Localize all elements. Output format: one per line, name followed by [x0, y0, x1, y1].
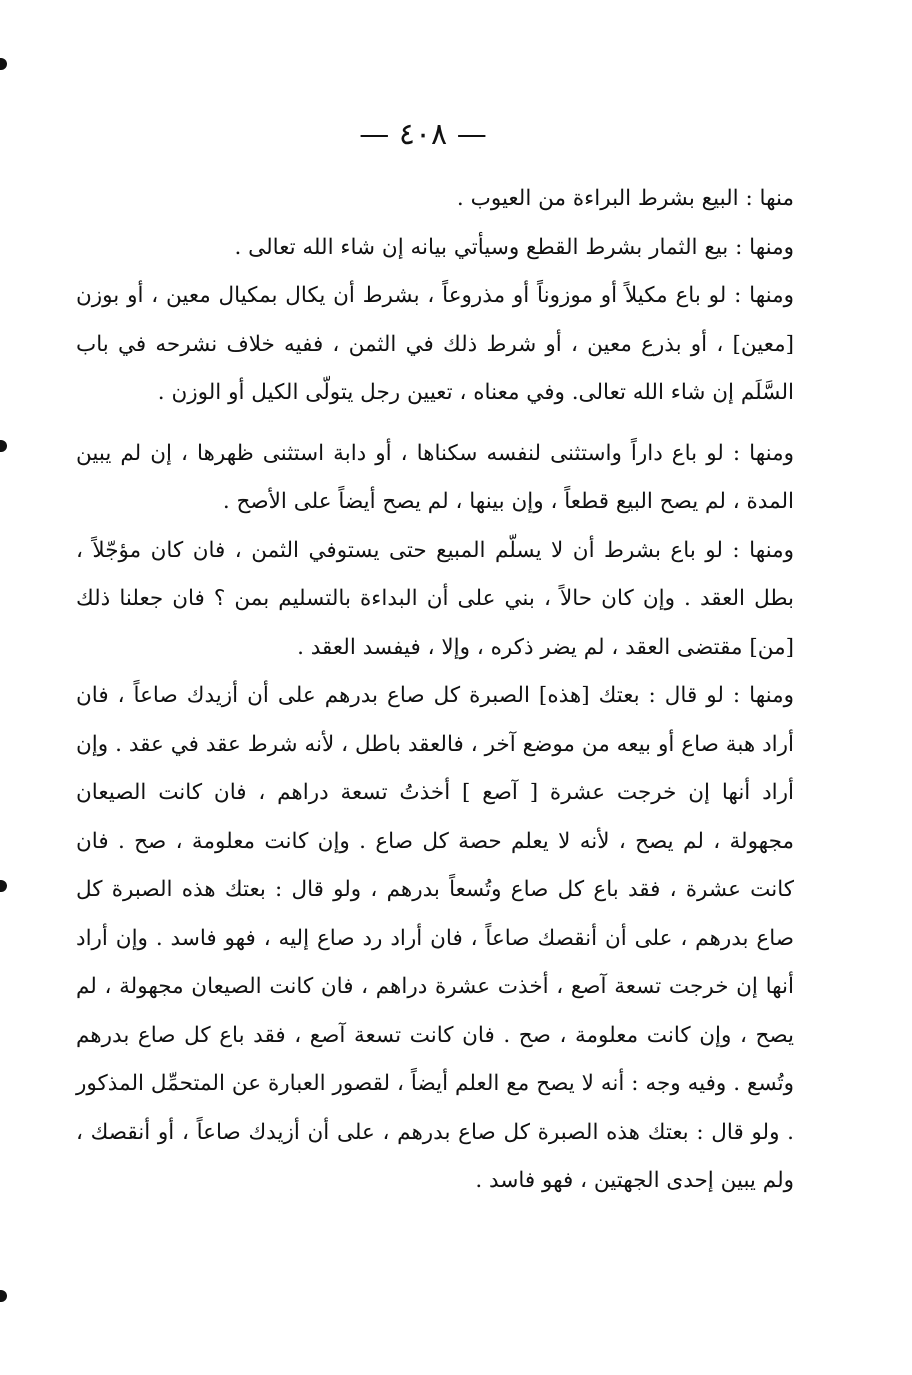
- scan-edge-mark: [0, 58, 7, 70]
- paragraph: ومنها : بيع الثمار بشرط القطع وسيأتي بيانه إن شاء الله تعالى .: [234, 234, 794, 260]
- paragraph: ومنها : لو قال : بعتك [هذه] الصبرة كل صاع بدرهم على أن أزيدك صاعاً ، فان أراد هبة صاع أو بيعه من موضع آخر ، فالعقد باطل ، لأنه شرط عقد في عقد . وإن أراد أنها إن خرجت عشرة [ آصع ] أخذتُ تسعة دراهم ، فان كانت الصيعان مجهولة ، لم يصح ، لأنه لا يعلم حصة كل صاع . وإن كانت معلومة ، صح . فان كانت عشرة ، فقد باع كل صاع وتُسعاً بدرهم ، ولو قال : بعتك هذه الصبرة كل صاع بدرهم ، على أن أنقصك صاعاً ، فان أراد رد صاع إليه ، فهو فاسد . وإن أراد أنها إن خرجت تسعة آصع ، أخذت عشرة دراهم ، فان كانت الصيعان مجهولة ، لم يصح ، وإن كانت معلومة ، صح . فان كانت تسعة آصع ، فقد باع كل صاع بدرهم وتُسع . وفيه وجه : أنه لا يصح مع العلم أيضاً ، لقصور العبارة عن المتحمِّل المذكور . ولو قال : بعتك هذه الصبرة كل صاع بدرهم ، على أن أزيدك صاعاً ، أو أنقصك ، ولم يبين إحدى الجهتين ، فهو فاسد .: [76, 683, 794, 1193]
- paragraph: ومنها : لو باع مكيلاً أو موزوناً أو مذروعاً ، بشرط أن يكال بمكيال معين ، أو بوزن [معين] ، أو بذرع معين ، أو شرط ذلك في الثمن ، ففيه خلاف نشرحه في باب السَّلَم إن شاء الله تعالى. وفي معناه ، تعيين رجل يتولّى الكيل أو الوزن .: [76, 283, 794, 405]
- page-body: [76, 175, 794, 1206]
- scan-edge-mark: [0, 1290, 7, 1302]
- paragraph: ومنها : لو باع بشرط أن لا يسلّم المبيع حتى يستوفي الثمن ، فان كان مؤجّلاً ، بطل العقد . وإن كان حالاً ، بني على أن البداءة بالتسليم بمن ؟ فان جعلنا ذلك [من] مقتضى العقد ، لم يضر ذكره ، وإلا ، فيفسد العقد .: [76, 537, 794, 660]
- scan-edge-mark: [0, 440, 7, 452]
- paragraph: منها : البيع بشرط البراءة من العيوب .: [456, 186, 794, 211]
- scan-edge-mark: [0, 880, 7, 892]
- paragraph: ومنها : لو باع داراً واستثنى لنفسه سكناها ، أو دابة استثنى ظهرها ، إن لم يبين المدة ، لم يصح البيع قطعاً ، وإن بينها ، لم يصح أيضاً على الأصح .: [76, 440, 794, 514]
- page-number: — ٤٠٨ —: [359, 117, 487, 152]
